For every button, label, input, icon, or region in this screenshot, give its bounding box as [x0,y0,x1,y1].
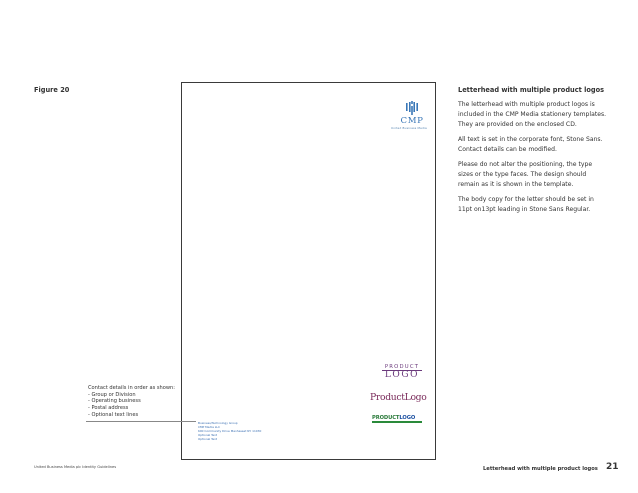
note-line: - Postal address [88,405,129,412]
contact-line: CMP Media LLC [198,425,221,430]
footer-right: Letterhead with multiple product logos [483,466,598,472]
contact-line: Business/Technology Group [198,421,238,425]
section-body [458,100,608,220]
cmp-logo-text: CMP [400,116,424,126]
note-line: - Group or Division [88,391,136,398]
body-paragraph: All text is set in the corporate font, Stone Sans. Contact details can be modified. [458,135,603,153]
figure-label: Figure 20 [34,86,70,94]
product-logo-3-text [372,415,422,421]
contact-details [198,421,261,441]
product-logo-1 [382,364,422,380]
note-line: - Optional text lines [88,411,139,418]
page-number: 21 [606,462,619,472]
product-logo-1-bottom: LOGO [382,370,422,380]
section-title: Letterhead with multiple product logos [458,86,605,94]
note-line: - Operating business [88,398,141,405]
product-logo-3-product: PRODUCT [372,415,400,421]
cmp-logo [392,101,432,130]
product-logo-2: ProductLogo [370,392,427,403]
product-logo-1-top: PRODUCT [384,364,420,370]
letterhead-sample [181,82,436,460]
product-logo-3 [372,415,422,423]
note-line: Contact details in order as shown: [88,385,175,391]
cmp-logo-subtitle: United Business Media [391,126,427,130]
product-logo-3-logo: LOGO [399,415,416,421]
contact-line: Optional Text [198,433,217,438]
footer-left: United Business Media plc Identity Guidelines [34,465,117,469]
cmp-mark-icon [405,101,419,115]
leader-line [86,421,196,422]
contact-line: Optional Text [198,437,217,442]
body-paragraph: The body copy for the letter should be set in 11pt on13pt leading in Stone Sans Regular. [458,196,594,213]
contact-line: 600 Community Drive Manhasset NY 11030 [198,429,262,434]
body-paragraph: Please do not alter the positioning, the type sizes or the type faces. The design should remain as it is shown in the template. [458,161,593,188]
contact-order-note [88,385,175,419]
body-paragraph: The letterhead with multiple product logos is included in the CMP Media stationery templates. They are provided on the enclosed CD. [458,101,607,128]
product-logo-3-bar [372,421,422,423]
